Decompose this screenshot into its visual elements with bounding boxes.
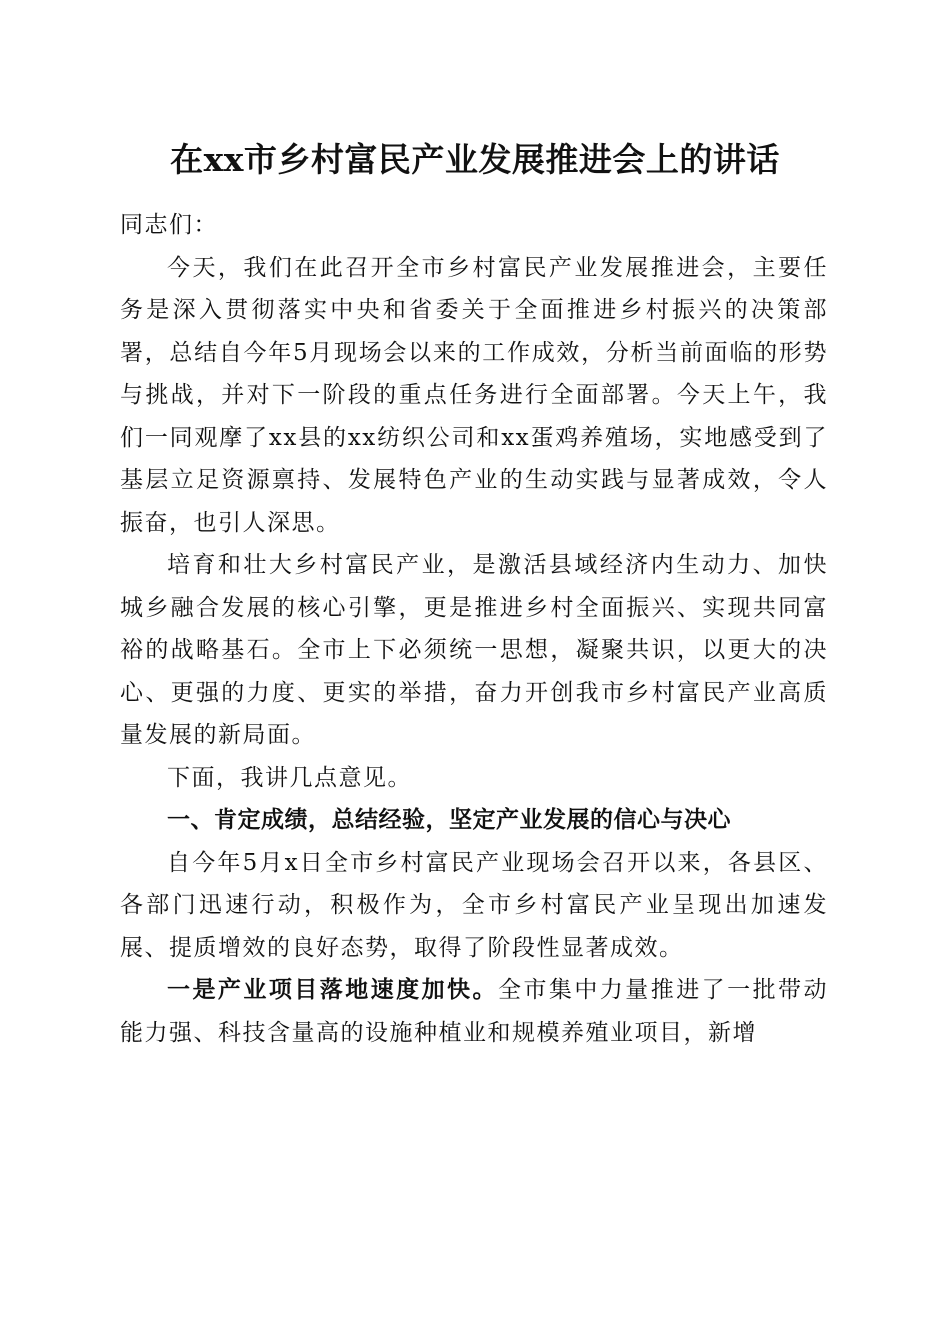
- paragraph-achievements: 自今年5月x日全市乡村富民产业现场会召开以来，各县区、各部门迅速行动，积极作为，全市乡村富民产业呈现出加速发展、提质增效的良好态势，取得了阶段性显著成效。: [120, 849, 828, 961]
- document-title: 在xx市乡村富民产业发展推进会上的讲话: [170, 140, 780, 179]
- section-heading-1: 一、肯定成绩，总结经验，坚定产业发展的信心与决心: [167, 807, 731, 833]
- paragraph-intro: 今天，我们在此召开全市乡村富民产业发展推进会，主要任务是深入贯彻落实中央和省委关于全面推进乡村振兴的决策部署，总结自今年5月现场会以来的工作成效，分析当前面临的形势与挑战，并对下一阶段的重点任务进行全面部署。今天上午，我们一同观摩了xx县的xx纺织公司和xx蛋鸡养殖场，实地感受到了基层立足资源禀持、发展特色产业的生动实践与显著成效，令人振奋，也引人深思。: [120, 254, 828, 536]
- paragraph-point-1: [120, 969, 828, 1054]
- document-body: [120, 204, 828, 1054]
- point-1-text: 全市集中力量推进了一批带动能力强、科技含量高的设施种植业和规模养殖业项目，新增: [120, 977, 829, 1046]
- paragraph-transition: 下面，我讲几点意见。: [167, 764, 412, 791]
- point-1-lead: 一是产业项目落地速度加快。: [167, 976, 498, 1003]
- paragraph-significance: 培育和壮大乡村富民产业，是激活县域经济内生动力、加快城乡融合发展的核心引擎，更是推进乡村全面振兴、实现共同富裕的战略基石。全市上下必须统一思想，凝聚共识，以更大的决心、更强的力度、更实的举措，奋力开创我市乡村富民产业高质量发展的新局面。: [120, 552, 828, 748]
- salutation: 同志们：: [120, 212, 218, 238]
